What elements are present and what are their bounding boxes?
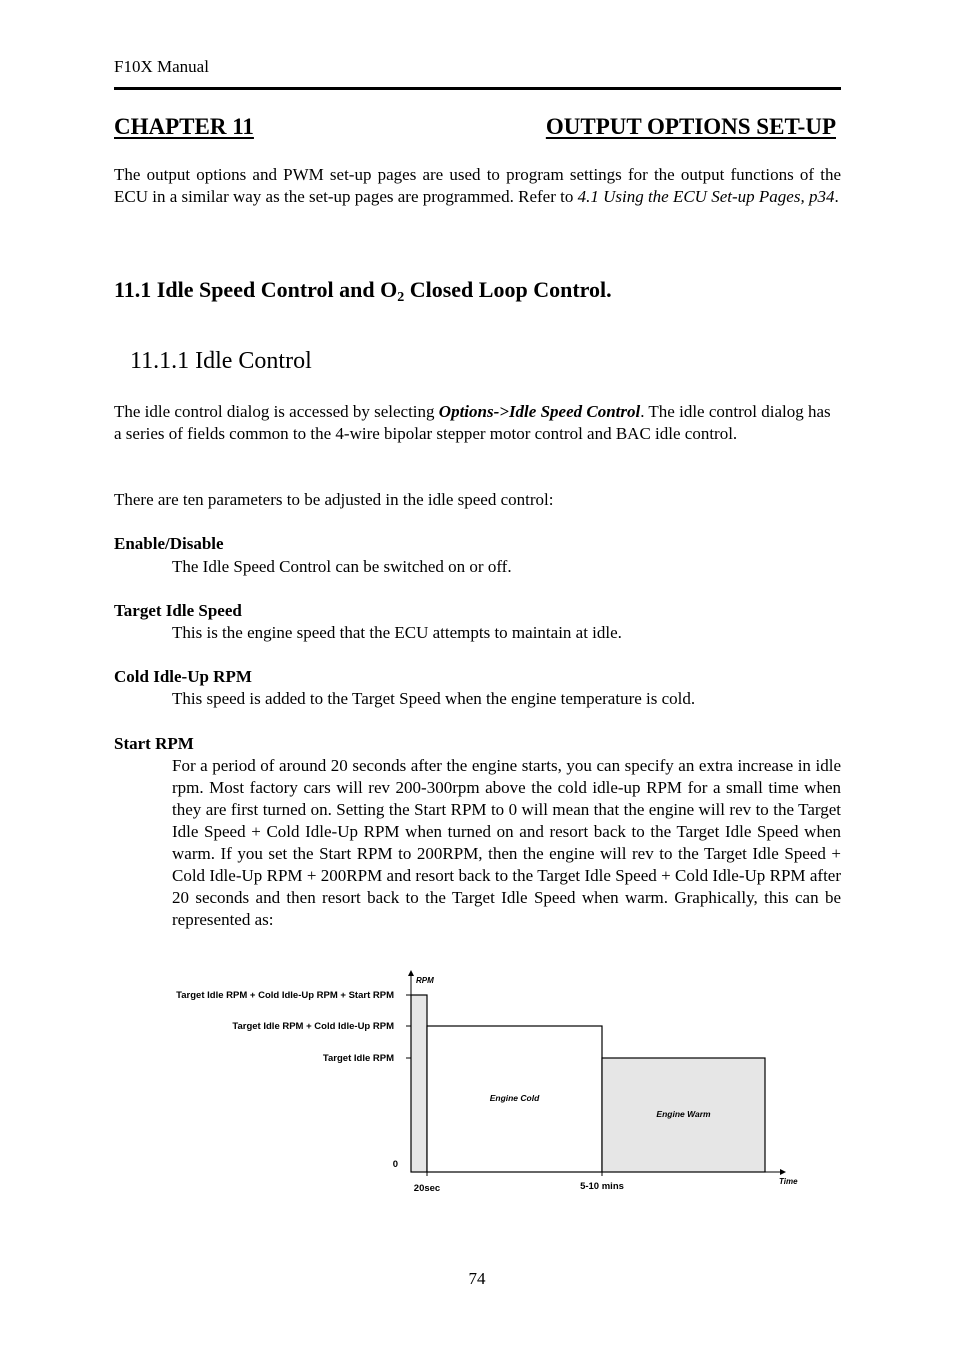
chart-region-start xyxy=(411,995,427,1172)
section-heading xyxy=(114,277,612,303)
chart-y-tick-label: Target Idle RPM + Cold Idle-Up RPM xyxy=(232,1021,394,1032)
running-header: F10X Manual xyxy=(114,57,209,76)
chart-y-tick-label: 0 xyxy=(392,1159,398,1170)
chart-y-tick-label: Target Idle RPM + Cold Idle-Up RPM + Start RPM xyxy=(176,990,394,1001)
param-desc: This is the engine speed that the ECU attempts to maintain at idle. xyxy=(172,623,622,642)
page-number: 74 xyxy=(468,1269,486,1288)
intro-text: The output options and PWM set-up pages are used to program settings for the output functions of the ECU in a similar way as the set-up pages are programmed. Refer to xyxy=(114,165,841,206)
chart-y-axis-arrow xyxy=(408,970,414,976)
chart-x-tick-label: 5-10 mins xyxy=(580,1181,624,1192)
param-desc: This speed is added to the Target Speed when the engine temperature is cold. xyxy=(172,689,696,708)
section-title-part-end: Closed Loop Control. xyxy=(404,277,612,302)
menu-path: Options->Idle Speed Control xyxy=(438,402,641,421)
idle-intro-paragraph xyxy=(114,401,841,445)
chart-x-axis-title: Time xyxy=(779,1177,798,1186)
section-title-subscript: 2 xyxy=(397,290,405,305)
idle-intro-text: The idle control dialog is accessed by selecting xyxy=(114,402,439,421)
param-term: Cold Idle-Up RPM xyxy=(114,667,252,686)
idle-rpm-chart-svg xyxy=(140,965,800,1205)
param-desc: For a period of around 20 seconds after the engine starts, you can specify an extra increase in idle rpm. Most factory cars will rev 200-300rpm above the cold idle-up RPM for a small time when they are first turned on. Setting the Start RPM to 0 will mean that the engine will rev to the Target Idle Speed + Cold Idle-Up RPM when turned on and resort back to the Target Idle Speed when warm. If you set the Start RPM to 200RPM, then the engine will rev to the Target Idle Speed + Cold Idle-Up RPM + 200RPM and resort back to the Target Idle Speed + Cold Idle-Up RPM after 20 seconds and then resort back to the Target Idle Speed when warm. Graphically, this can be represented as: xyxy=(172,756,841,929)
param-term: Target Idle Speed xyxy=(114,601,242,620)
chart-x-axis-arrow xyxy=(780,1169,786,1175)
subsection-heading: 11.1.1 Idle Control xyxy=(130,348,312,374)
chapter-number: CHAPTER 11 xyxy=(114,114,254,139)
chapter-title: OUTPUT OPTIONS SET-UP xyxy=(545,114,836,139)
chart-region-label: Engine Cold xyxy=(489,1093,540,1103)
section-title-part: 11.1 Idle Speed Control and O xyxy=(114,277,398,302)
chart-x-tick-label: 20sec xyxy=(413,1183,441,1194)
intro-text-end: . xyxy=(834,187,839,206)
chapter-heading xyxy=(114,114,836,140)
param-term: Start RPM xyxy=(114,734,194,753)
param-desc: The Idle Speed Control can be switched on or off. xyxy=(172,557,512,576)
idle-intro-text-end: . The idle control dialog has a series of fields common to the 4-wire bipolar stepper motor control and BAC idle control. xyxy=(114,402,831,443)
param-term: Enable/Disable xyxy=(114,534,224,553)
intro-paragraph xyxy=(114,164,841,208)
chart-y-axis-title: RPM xyxy=(416,976,434,985)
header-rule xyxy=(114,87,841,90)
idle-rpm-chart xyxy=(140,965,800,1210)
intro-reference: 4.1 Using the ECU Set-up Pages, p34 xyxy=(577,187,835,206)
params-intro: There are ten parameters to be adjusted in the idle speed control: xyxy=(114,490,554,509)
chart-region-label: Engine Warm xyxy=(656,1109,711,1119)
chart-y-tick-label: Target Idle RPM xyxy=(322,1053,394,1064)
